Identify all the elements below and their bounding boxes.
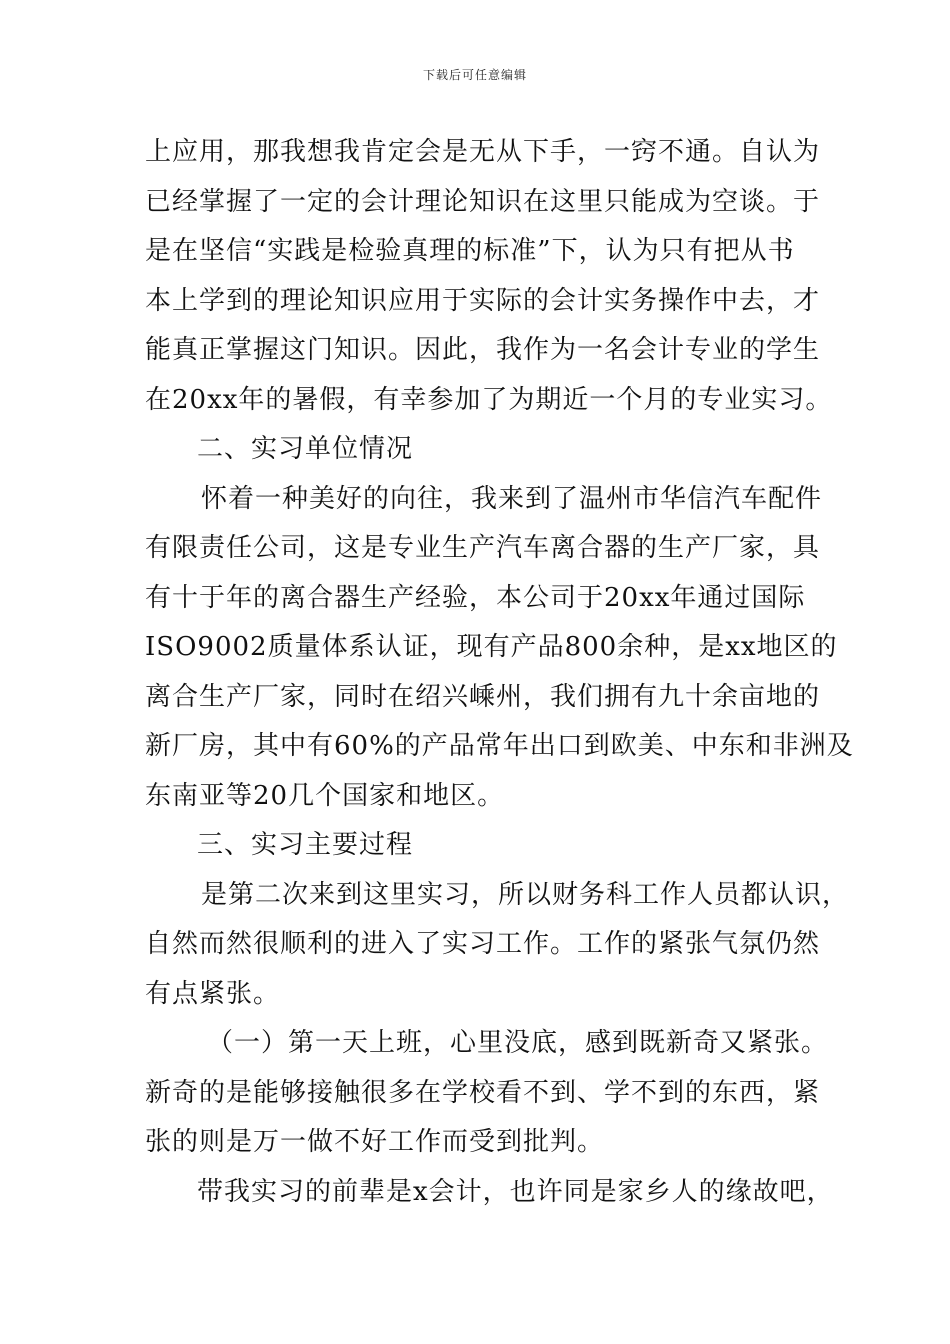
section-heading: 二、实习单位情况 bbox=[197, 434, 414, 464]
text-line: （一）第一天上班，心里没底，感到既新奇又紧张。 bbox=[207, 1028, 829, 1058]
text-line: 东南亚等20几个国家和地区。 bbox=[145, 780, 505, 811]
text-line: 有点紧张。 bbox=[145, 978, 281, 1009]
text-line: ISO9002质量体系认证，现有产品800余种，是xx地区的 bbox=[145, 632, 838, 662]
text-line: 自然而然很顺利的进入了实习工作。工作的紧张气氛仍然 bbox=[145, 929, 821, 959]
text-line: 怀着一种美好的向往，我来到了温州市华信汽车配件 bbox=[201, 483, 823, 514]
section-heading: 三、实习主要过程 bbox=[197, 830, 414, 860]
text-line: 上应用，那我想我肯定会是无从下手，一窍不通。自认为 bbox=[145, 137, 821, 167]
text-line: 有限责任公司，这是专业生产汽车离合器的生产厂家，具 bbox=[145, 533, 821, 563]
text-line: 已经掌握了一定的会计理论知识在这里只能成为空谈。于 bbox=[145, 186, 821, 217]
text-line: 带我实习的前辈是x会计，也许同是家乡人的缘故吧， bbox=[197, 1176, 834, 1207]
page-header: 下载后可任意编辑 bbox=[422, 68, 527, 82]
text-line: 离合生产厂家，同时在绍兴嵊州，我们拥有九十余亩地的 bbox=[145, 681, 821, 712]
text-line: 新厂房，其中有60%的产品常年出口到欧美、中东和非洲及 bbox=[145, 731, 854, 761]
text-line: 能真正掌握这门知识。因此，我作为一名会计专业的学生 bbox=[145, 335, 821, 365]
document-body bbox=[145, 128, 854, 1217]
text-line: 是第二次来到这里实习，所以财务科工作人员都认识， bbox=[201, 879, 850, 910]
text-line: 有十于年的离合器生产经验，本公司于20xx年通过国际 bbox=[145, 582, 806, 613]
text-line: 新奇的是能够接触很多在学校看不到、学不到的东西，紧 bbox=[145, 1077, 821, 1108]
text-line: 本上学到的理论知识应用于实际的会计实务操作中去，才 bbox=[145, 285, 821, 316]
text-line: 是在坚信“实践是检验真理的标准”下，认为只有把从书 bbox=[145, 236, 795, 266]
text-line: 张的则是万一做不好工作而受到批判。 bbox=[145, 1127, 605, 1157]
text-line: 在20xx年的暑假，有幸参加了为期近一个月的专业实习。 bbox=[145, 384, 833, 415]
